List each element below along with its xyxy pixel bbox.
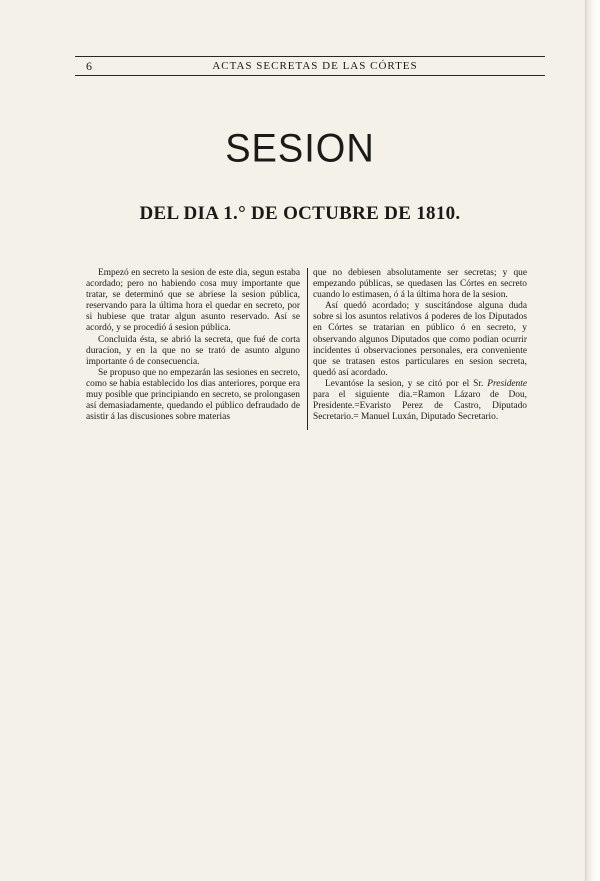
session-title: SESION: [225, 126, 375, 172]
column-divider: [307, 268, 308, 430]
header-rule-bottom: [75, 75, 545, 76]
header-rule-top: [75, 56, 545, 57]
running-title: ACTAS SECRETAS DE LAS CÓRTES: [212, 60, 418, 72]
closing-lead: Levantóse la sesion, y se citó por el Sr.: [325, 378, 484, 389]
president-word: Presidente: [487, 378, 528, 389]
paragraph: Empezó en secreto la sesion de este dia, segun estaba acordado; pero no habiendo cosa muy importante que tratar, se determinó que se abriese la sesion pública, reservando para la última hora el quedar en secreto, por si hubiese que tratar algun asunto reservado. Así se acordó, y se procedió á sesion pública.: [86, 268, 300, 334]
paragraph-continuation: que no debiesen absolutamente ser secretas; y que empezando públicas, se quedasen las Córtes en secreto cuando lo estimasen, ó á la última hora de la sesion.: [313, 268, 527, 301]
paragraph: Se propuso que no empezarán las sesiones en secreto, como se habia establecido los dias anteriores, porque era muy posible que principiando en secreto, se prolongasen así demasiadamente, quedando el público defraudado de asistir á las discusiones sobre materias: [86, 367, 300, 423]
closing-paragraph: [313, 379, 527, 423]
paragraph: Así quedó acordado; y suscitándose alguna duda sobre si los asuntos relativos á poderes de los Diputados en Córtes se tratarian en público ó en secreto, y observando algunos Diputados que como podian ocurrir incidentes ú observaciones personales, era conveniente que se tratasen estos particulares en sesion secreta, quedó así acordado.: [313, 301, 527, 378]
paragraph: Concluida ésta, se abrió la secreta, que fué de corta duracion, y en la que no se trató de asunto alguno importante ó de consecuencia.: [86, 334, 300, 367]
text-column-left: [86, 268, 300, 423]
closing-signatures: para el siguiente dia.=Ramon Lázaro de Dou, Presidente.=Evaristo Perez de Castro, Diputado Secretario.= Manuel Luxán, Diputado Secretario.: [313, 390, 527, 423]
session-date-heading: DEL DIA 1.° DE OCTUBRE DE 1810.: [139, 203, 461, 224]
page-number: 6: [86, 59, 93, 73]
text-column-right: [313, 268, 527, 423]
